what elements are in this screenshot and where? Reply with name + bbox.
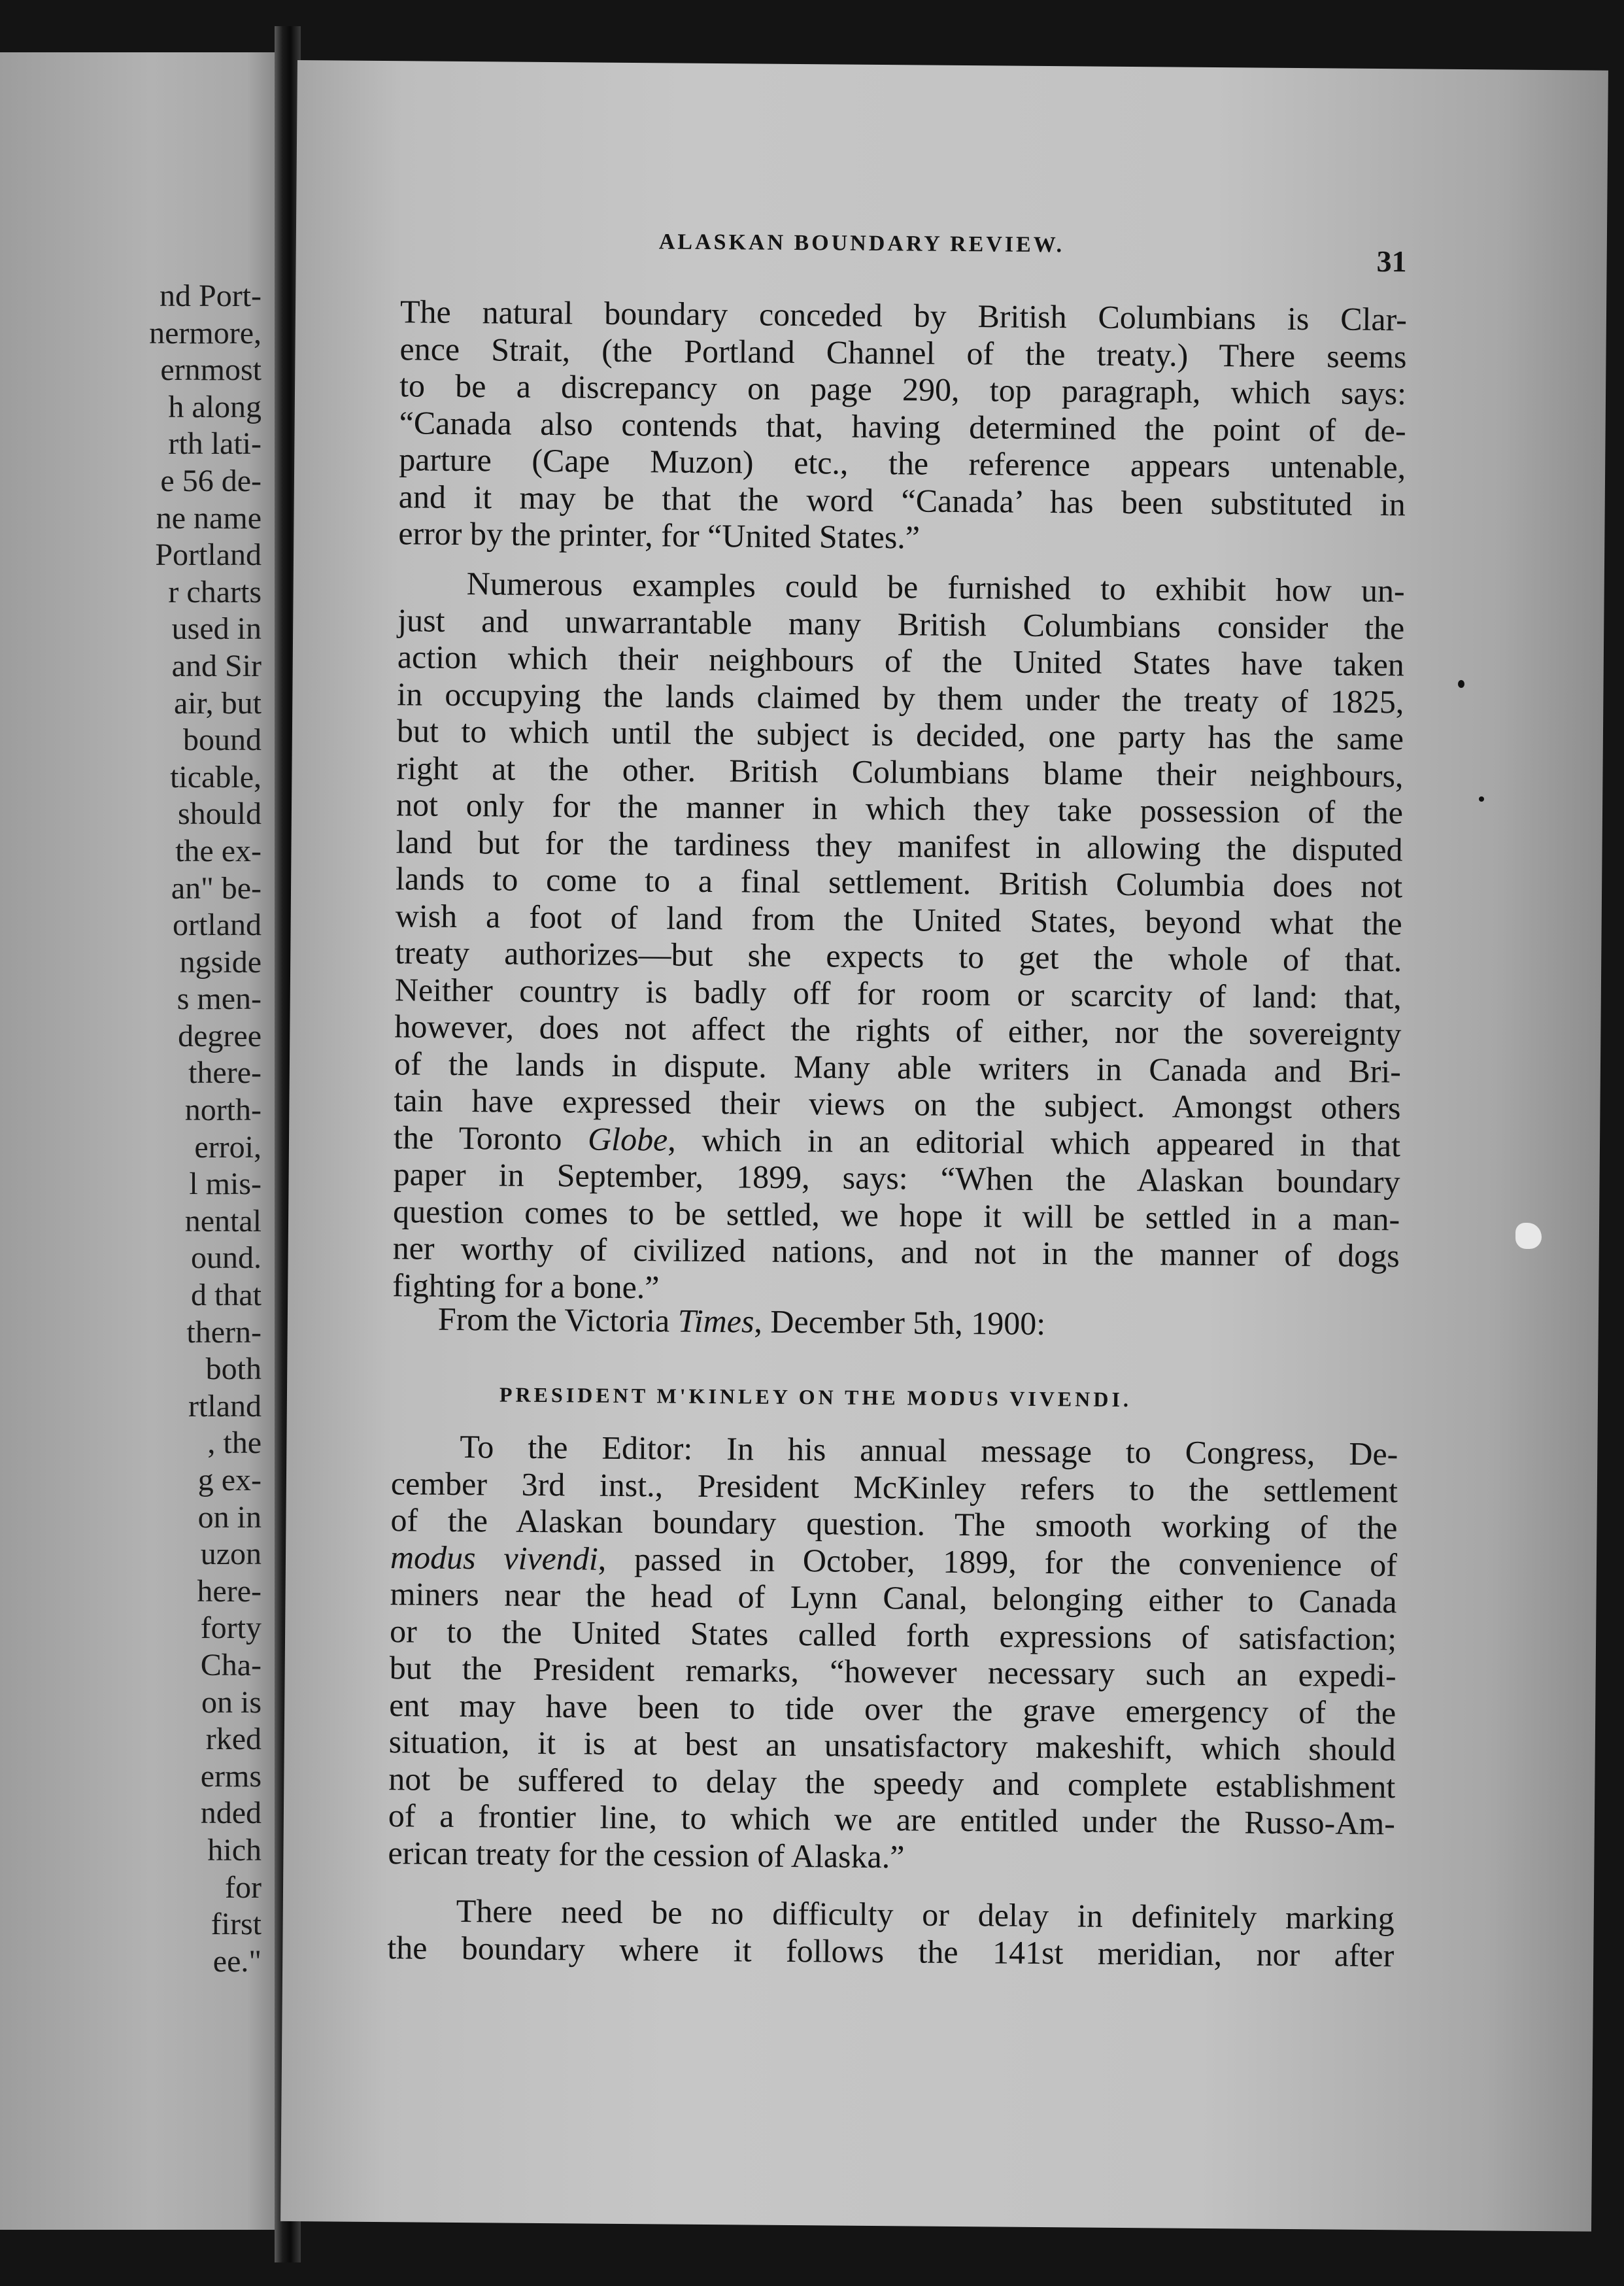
paragraph-natural-boundary xyxy=(398,293,1407,560)
text-line: ner worthy of civilized nations, and not in the manner of dogs xyxy=(392,1229,1400,1274)
text-line: hich xyxy=(207,1832,262,1868)
text-line: not be suffered to delay the speedy and complete establishment xyxy=(388,1760,1396,1805)
text-line: uzon xyxy=(200,1537,262,1572)
text-line: r charts xyxy=(168,574,262,609)
text-line: and Sir xyxy=(171,648,262,683)
paper-blemish xyxy=(1515,1223,1542,1249)
text-line: or to the United States called forth expressions of satisfaction; xyxy=(389,1612,1397,1657)
text-line: d that xyxy=(191,1278,262,1313)
text-line: erican treaty for the cession of Alaska.” xyxy=(388,1834,905,1875)
text-line: air, but xyxy=(173,685,262,721)
text-line: Numerous examples could be furnished to exhibit how un- xyxy=(466,565,1405,609)
paragraph-numerous-examples xyxy=(392,564,1405,1311)
text-line: for xyxy=(225,1869,262,1905)
text-line: should xyxy=(177,796,262,832)
text-line: s men- xyxy=(177,981,262,1017)
text-line: nd Port- xyxy=(160,279,262,313)
text-line: first xyxy=(211,1907,262,1942)
text-line: there- xyxy=(188,1055,262,1091)
text-line: degree xyxy=(178,1018,262,1053)
text-line: error by the printer, for “United States.” xyxy=(398,515,921,556)
newspaper-title: Times xyxy=(677,1302,754,1340)
text-line: erms xyxy=(200,1758,262,1794)
text-line: g ex- xyxy=(197,1463,262,1497)
text-line xyxy=(438,1301,1353,1344)
text-run: , passed in October, 1899, for the convenience of xyxy=(598,1540,1398,1583)
ink-speck xyxy=(1458,680,1464,688)
text-line: question comes to be settled, we hope it will be settled in a man- xyxy=(392,1192,1400,1237)
text-line: h along xyxy=(168,389,262,424)
latin-term: modus vivendi xyxy=(390,1538,599,1577)
text-line: ound. xyxy=(191,1240,262,1276)
text-line: fighting for a bone.” xyxy=(392,1266,660,1305)
text-line: of the Alaskan boundary question. The smooth working of the xyxy=(390,1501,1398,1546)
text-line: on is xyxy=(201,1684,262,1720)
paragraph-to-the-editor xyxy=(388,1427,1398,1879)
text-line: not only for the manner in which they take possession of the xyxy=(396,786,1404,831)
running-head: ALASKAN BOUNDARY REVIEW. xyxy=(658,230,1065,258)
text-line: Portland xyxy=(155,537,262,573)
text-line: bound xyxy=(183,723,262,758)
text-line: here- xyxy=(197,1573,262,1609)
text-line: the ex- xyxy=(175,833,262,868)
text-line: used in xyxy=(171,611,262,647)
text-line: of a frontier line, to which we are entitled under the Russo-Am- xyxy=(388,1797,1396,1842)
text-line: on in xyxy=(197,1499,262,1535)
text-line: wish a foot of land from the United States, beyond what the xyxy=(395,896,1402,942)
text-line: There need be no difficulty or delay in definitely marking xyxy=(456,1892,1395,1937)
text-line: north- xyxy=(184,1093,262,1128)
text-line: ent may have been to tide over the grave emergency of the xyxy=(389,1686,1396,1731)
text-line: in occupying the lands claimed by them under the treaty of 1825, xyxy=(397,675,1404,720)
text-line: e 56 de- xyxy=(160,463,262,498)
text-line: ernmost xyxy=(160,352,262,388)
text-line: erroi, xyxy=(194,1129,262,1165)
text-line: both xyxy=(205,1352,262,1387)
text-line: ee." xyxy=(212,1943,262,1979)
text-line: ngside xyxy=(179,944,262,980)
text-line: lands to come to a final settlement. British Columbia does not xyxy=(395,860,1403,905)
text-line: to be a discrepancy on page 290, top paragraph, which says: xyxy=(399,367,1407,412)
text-line: “Canada also contends that, having determined the point of de- xyxy=(399,403,1406,449)
text-line: ence Strait, (the Portland Channel of the treaty.) There seems xyxy=(399,330,1407,375)
text-line: right at the other. British Columbians blame their neighbours, xyxy=(396,749,1404,794)
text-line: nermore, xyxy=(149,315,262,350)
text-line: , the xyxy=(207,1425,262,1461)
text-line: situation, it is at best an unsatisfactory makeshift, which should xyxy=(388,1723,1396,1768)
text-line: nded xyxy=(200,1796,262,1831)
text-line: parture (Cape Muzon) etc., the reference appears untenable, xyxy=(398,441,1406,486)
text-line: treaty authorizes—but she expects to get the whole of that. xyxy=(395,934,1402,979)
text-run: From the Victoria xyxy=(437,1300,678,1339)
text-run: the Toronto xyxy=(393,1118,588,1157)
text-line: miners near the head of Lynn Canal, belonging either to Canada xyxy=(390,1575,1397,1620)
previous-page-text xyxy=(0,278,262,1980)
text-line: tain have expressed their views on the subject. Amongst others xyxy=(394,1082,1401,1127)
text-line: nental xyxy=(184,1203,262,1238)
section-subheading: PRESIDENT M'KINLEY ON THE MODUS VIVENDI. xyxy=(499,1382,1132,1412)
text-line: paper in September, 1899, says: “When the Alaskan boundary xyxy=(393,1155,1400,1201)
text-run: , December 5th, 1900: xyxy=(754,1303,1046,1342)
text-line: Cha- xyxy=(200,1647,262,1682)
text-run: , which in an editorial which appeared in that xyxy=(668,1120,1401,1163)
text-line: and it may be that the word “Canada’ has been substituted in xyxy=(398,477,1406,522)
text-line: action which their neighbours of the United States have taken xyxy=(397,638,1405,683)
text-line: of the lands in dispute. Many able writers in Canada and Bri- xyxy=(394,1044,1402,1089)
text-line: ne name xyxy=(156,500,262,536)
newspaper-title: Globe xyxy=(587,1120,668,1157)
text-line: ortland xyxy=(173,908,262,943)
ink-speck xyxy=(1479,796,1484,802)
book-page xyxy=(280,60,1608,2232)
text-line: but to which until the subject is decided, one party has the same xyxy=(396,712,1404,757)
text-line: rth lati- xyxy=(168,426,262,462)
text-line: ticable, xyxy=(170,759,262,794)
text-line: land but for the tardiness they manifest in allowing the disputed xyxy=(396,823,1403,868)
page-number: 31 xyxy=(1376,244,1407,279)
text-line: thern- xyxy=(186,1314,262,1350)
text-line: The natural boundary conceded by British Columbians is Clar- xyxy=(399,293,1408,338)
text-line: l mis- xyxy=(189,1167,262,1202)
text-line: To the Editor: In his annual message to Congress, De- xyxy=(460,1428,1398,1473)
paragraph-source-line xyxy=(438,1301,1353,1344)
previous-page-fragment xyxy=(0,52,275,2230)
text-line: the boundary where it follows the 141st meridian, nor after xyxy=(387,1928,1395,1973)
text-line: an" be- xyxy=(171,870,262,906)
text-line: just and unwarrantable many British Columbians consider the xyxy=(398,601,1405,646)
text-line: however, does not affect the rights of either, nor the sovereignty xyxy=(394,1008,1402,1053)
paragraph-no-difficulty xyxy=(387,1892,1395,1973)
text-line: cember 3rd inst., President McKinley refers to the settlement xyxy=(390,1464,1398,1509)
text-line: rked xyxy=(205,1722,262,1757)
text-line: Neither country is badly off for room or scarcity of land: that, xyxy=(394,970,1402,1015)
text-line: but the President remarks, “however necessary such an expedi- xyxy=(389,1649,1396,1694)
text-line: forty xyxy=(200,1611,262,1646)
text-line: rtland xyxy=(188,1388,262,1424)
